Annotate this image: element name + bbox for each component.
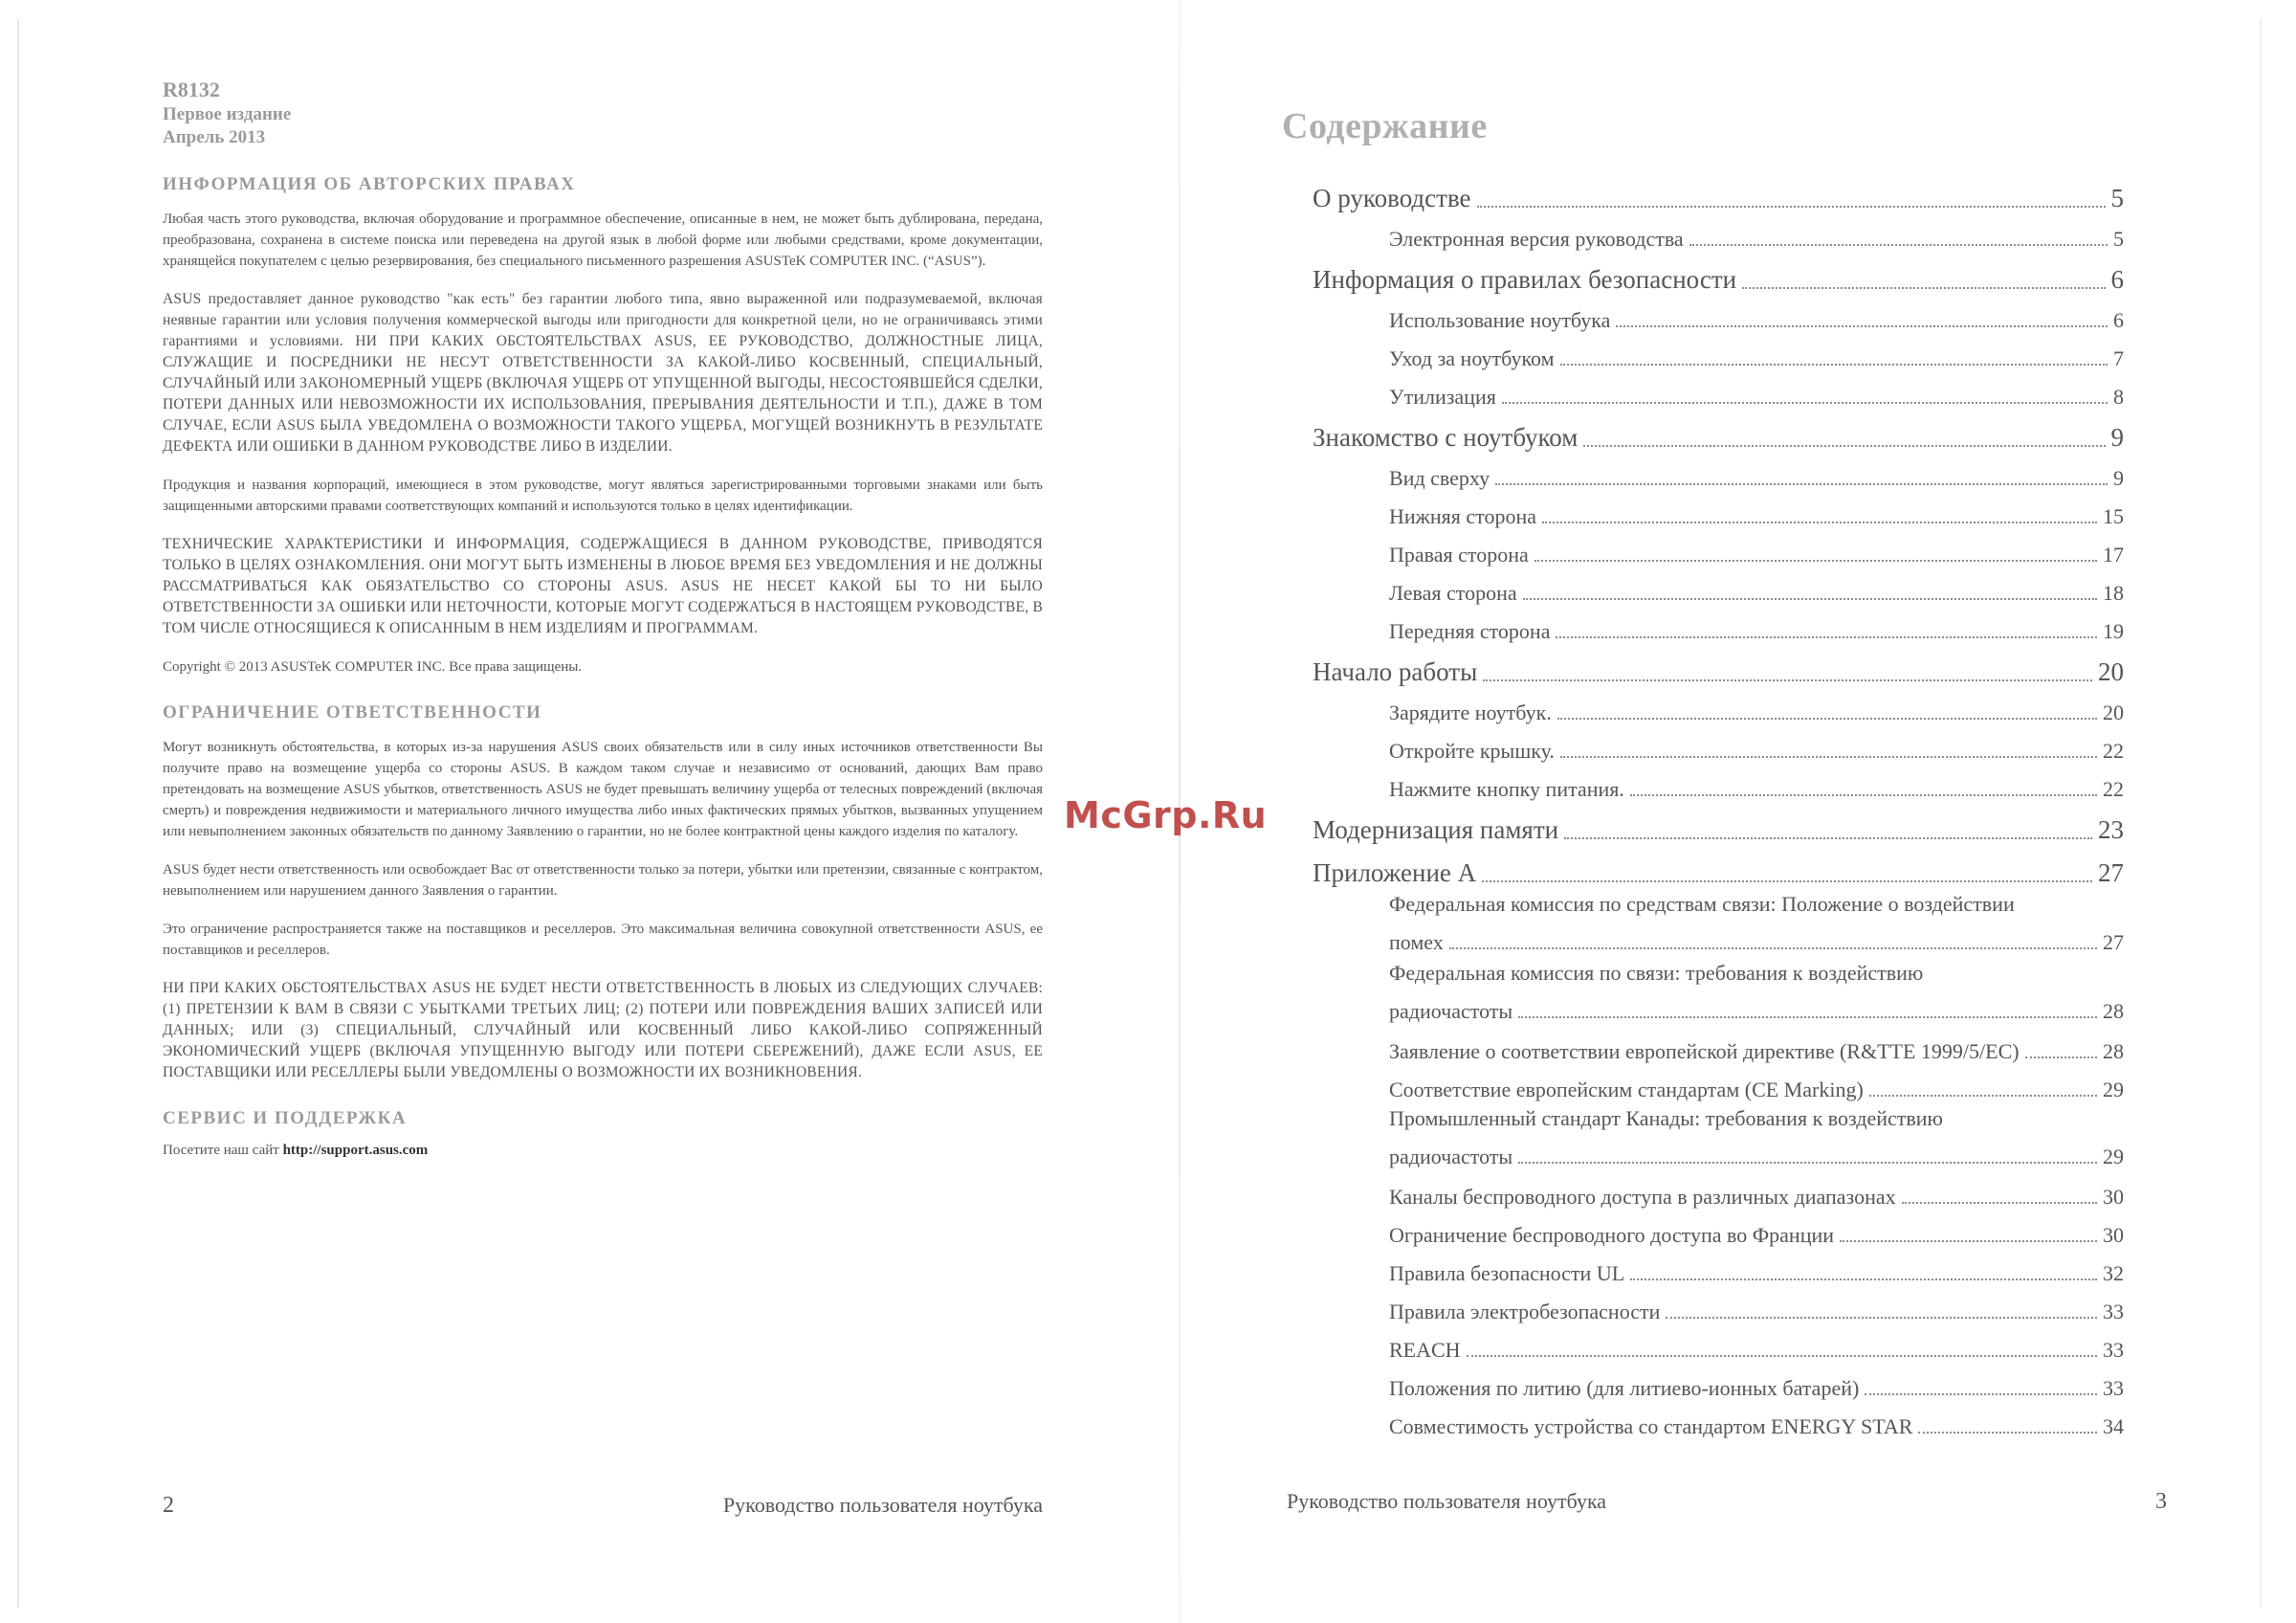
- liability-paragraph-4: НИ ПРИ КАКИХ ОБСТОЯТЕЛЬСТВАХ ASUS НЕ БУДЕТ НЕСТИ ОТВЕТСТВЕННОСТЬ В ЛЮБЫХ ИЗ СЛЕДУЮЩИХ СЛУЧАЕВ: (1) ПРЕТЕНЗИИ К ВАМ В СВЯЗИ С УБЫТКАМИ ТРЕТЬИХ ЛИЦ; (2) ПОТЕРИ ИЛИ ПОВРЕЖДЕНИЯ ВАШИХ ЗАПИСЕЙ ИЛИ ДАННЫХ; ИЛИ (3) СПЕЦИАЛЬНЫЙ, СЛУЧАЙНЫЙ ИЛИ КОСВЕННЫЙ ЛИБО КАКОЙ-ЛИБО СОПРЯЖЕННЫЙ ЭКОНОМИЧЕСКИЙ УЩЕРБ (ВКЛЮЧАЯ УПУЩЕННУЮ ВЫГОДУ ИЛИ ПОТЕРИ СБЕРЕЖЕНИЙ), ДАЖЕ ЕСЛИ ASUS, ЕЕ ПОСТАВЩИКИ ИЛИ РЕСЕЛЛЕРЫ БЫЛИ УВЕДОМЛЕНЫ О ВОЗМОЖНОСТИ ИХ ВОЗНИКНОВЕНИЯ.: [163, 980, 1043, 1080]
- liability-paragraph-3: Это ограничение распространяется также на поставщиков и реселлеров. Это максимальная величина совокупной ответственности ASUS, ее поставщиков и реселлеров.: [163, 922, 1043, 958]
- toc-entry-title: Совместимость устройства со стандартом ENERGY STAR: [1389, 1414, 1913, 1438]
- right-page-number: 3: [2155, 1489, 2167, 1514]
- toc-entry-page: 28: [2103, 999, 2124, 1023]
- table-of-contents: [1282, 170, 2143, 1439]
- toc-entry[interactable]: [1389, 1401, 2124, 1439]
- toc-entry[interactable]: [1389, 1064, 2124, 1102]
- toc-entry-page: 34: [2103, 1414, 2124, 1438]
- toc-entry-page: 33: [2103, 1338, 2124, 1362]
- toc-entry-page: 18: [2103, 581, 2124, 605]
- toc-entry-page: 5: [2110, 184, 2124, 212]
- toc-entry-title: Федеральная комиссия по связи: требования к воздействию: [1389, 961, 1924, 985]
- toc-leader-dots: [1518, 1162, 2097, 1164]
- toc-entry-title: Правила безопасности UL: [1389, 1261, 1625, 1285]
- toc-leader-dots: [1689, 244, 2108, 246]
- toc-entry-page: 23: [2098, 815, 2124, 844]
- left-page-number: 2: [163, 1493, 174, 1518]
- toc-entry-page: 7: [2113, 346, 2124, 370]
- toc-entry-title: Электронная версия руководства: [1389, 227, 1684, 251]
- toc-entry[interactable]: [1389, 1210, 2124, 1248]
- toc-entry[interactable]: [1389, 1102, 2124, 1171]
- toc-entry[interactable]: [1389, 1286, 2124, 1324]
- toc-entry-title: Правая сторона: [1389, 543, 1529, 567]
- toc-leader-dots: [1902, 1202, 2097, 1204]
- toc-entry[interactable]: [1389, 888, 2124, 957]
- toc-leader-dots: [1556, 636, 2097, 638]
- toc-entry-title: REACH: [1389, 1338, 1461, 1362]
- toc-entry-page: 9: [2110, 423, 2124, 452]
- toc-entry[interactable]: [1389, 529, 2124, 567]
- toc-entry-page: 20: [2098, 657, 2124, 686]
- toc-entry-title: Передняя сторона: [1389, 619, 1551, 643]
- toc-leader-dots: [1616, 325, 2108, 327]
- toc-leader-dots: [1630, 1278, 2097, 1280]
- edition: Первое издание: [163, 104, 292, 124]
- toc-entry[interactable]: [1389, 295, 2124, 333]
- toc-entry-page: 27: [2103, 930, 2124, 954]
- toc-entry-title: Использование ноутбука: [1389, 308, 1611, 332]
- toc-leader-dots: [1477, 206, 2106, 208]
- left-page: [163, 77, 1043, 1159]
- toc-entry-page: 19: [2103, 619, 2124, 643]
- toc-entry[interactable]: [1313, 252, 2124, 295]
- copyright-paragraph-2: ASUS предоставляет данное руководство "как есть" без гарантии любого типа, явно выраженной или подразумеваемой, включая неявные гарантии или условия получения коммерческой выгоды или пригодности для конкретной цели, но не ограничиваясь этими гарантиями и условиями. НИ ПРИ КАКИХ ОБСТОЯТЕЛЬСТВАХ ASUS, ЕЕ РУКОВОДСТВО, ДОЛЖНОСТНЫЕ ЛИЦА, СЛУЖАЩИЕ И ПОСРЕДНИКИ НЕ НЕСУТ ОТВЕТСТВЕННОСТИ ЗА КАКОЙ-ЛИБО КОСВЕННЫЙ, СПЕЦИАЛЬНЫЙ, СЛУЧАЙНЫЙ ИЛИ ЗАКОНОМЕРНЫЙ УЩЕРБ (ВКЛЮЧАЯ УЩЕРБ ОТ УПУЩЕННОЙ ВЫГОДЫ, НЕСОСТОЯВШЕЙСЯ СДЕЛКИ, ПОТЕРИ ДАННЫХ ИЛИ НЕВОЗМОЖНОСТИ ИХ ИСПОЛЬЗОВАНИЯ, ПРЕРЫВАНИЯ ДЕЯТЕЛЬНОСТИ И Т.П.), ДАЖЕ В ТОМ СЛУЧАЕ, ЕСЛИ ASUS БЫЛА УВЕДОМЛЕНА О ВОЗМОЖНОСТИ ТАКОГО УЩЕРБА, МОГУЩЕЙ ВОЗНИКНУТЬ В РЕЗУЛЬТАТЕ ДЕФЕКТА ИЛИ ОШИБКИ В ДАННОМ РУКОВОДСТВЕ ЛИБО В ИЗДЕЛИИ.: [163, 291, 1043, 455]
- toc-leader-dots: [1666, 1317, 2097, 1319]
- toc-leader-dots: [1518, 1016, 2097, 1018]
- document-meta: [163, 77, 1043, 149]
- right-footer: [1287, 1489, 2167, 1515]
- toc-entry-page: 17: [2103, 543, 2124, 567]
- toc-leader-dots: [1840, 1240, 2097, 1242]
- toc-entry[interactable]: [1389, 764, 2124, 802]
- toc-entry-title: Вид сверху: [1389, 466, 1490, 490]
- toc-entry-title: Нижняя сторона: [1389, 504, 1536, 528]
- toc-entry-title: Приложение А: [1313, 858, 1477, 887]
- support-line: [163, 1143, 1043, 1159]
- toc-leader-dots: [1560, 756, 2097, 758]
- toc-leader-dots: [1918, 1432, 2097, 1434]
- toc-leader-dots: [1483, 679, 2092, 681]
- toc-entry-title: Модернизация памяти: [1313, 815, 1559, 844]
- toc-entry[interactable]: [1389, 567, 2124, 606]
- copyright-paragraph-4: ТЕХНИЧЕСКИЕ ХАРАКТЕРИСТИКИ И ИНФОРМАЦИЯ, СОДЕРЖАЩИЕСЯ В ДАННОМ РУКОВОДСТВЕ, ПРИВОДЯТСЯ ТОЛЬКО В ЦЕЛЯХ ОЗНАКОМЛЕНИЯ. ОНИ МОГУТ БЫТЬ ИЗМЕНЕНЫ В ЛЮБОЕ ВРЕМЯ БЕЗ УВЕДОМЛЕНИЯ И НЕ ДОЛЖНЫ РАССМАТРИВАТЬСЯ КАК ОБЯЗАТЕЛЬСТВО СО СТОРОНЫ ASUS. ASUS НЕ НЕСЕТ КАКОЙ БЫ ТО НИ БЫЛО ОТВЕТСТВЕННОСТИ ЗА ОШИБКИ ИЛИ НЕТОЧНОСТИ, КОТОРЫЕ МОГУТ СОДЕРЖАТЬСЯ В НАСТОЯЩЕМ РУКОВОДСТВЕ, В ТОМ ЧИСЛЕ ОТНОСЯЩИЕСЯ К ОПИСАННЫМ В НЕМ ИЗДЕЛИЯМ И ПРОГРАММАМ.: [163, 536, 1043, 636]
- toc-entry-title: Федеральная комиссия по средствам связи: Положение о воздействии: [1389, 892, 2015, 916]
- publication-date: Апрель 2013: [163, 127, 266, 147]
- support-text: Посетите наш сайт: [163, 1143, 283, 1158]
- toc-entry-page: 9: [2113, 466, 2124, 490]
- toc-entry-title: Заявление о соответствии европейской директиве (R&TTE 1999/5/EC): [1389, 1039, 2020, 1063]
- toc-entry-page: 27: [2098, 858, 2124, 887]
- toc-entry-title: Зарядите ноутбук.: [1389, 700, 1552, 724]
- toc-entry-page: 30: [2103, 1185, 2124, 1209]
- document-code: R8132: [163, 78, 220, 101]
- copyright-paragraph-3: Продукция и названия корпораций, имеющиеся в этом руководстве, могут являться зарегистрированными торговыми знаками или быть защищенными авторскими правами соответствующих компаний и используются только в целях идентификации.: [163, 478, 1043, 514]
- toc-leader-dots: [1502, 402, 2108, 404]
- toc-entry-page: 32: [2103, 1261, 2124, 1285]
- toc-entry[interactable]: [1389, 491, 2124, 529]
- copyright-line: Copyright © 2013 ASUSTeK COMPUTER INC. Все права защищены.: [163, 659, 583, 675]
- toc-leader-dots: [1742, 287, 2105, 289]
- toc-entry-title: О руководстве: [1313, 184, 1471, 212]
- toc-leader-dots: [1869, 1095, 2097, 1097]
- toc-entry-page: 15: [2103, 504, 2124, 528]
- support-link[interactable]: http://support.asus.com: [282, 1143, 429, 1158]
- toc-leader-dots: [1865, 1393, 2097, 1395]
- liability-paragraph-2: ASUS будет нести ответственность или освобождает Вас от ответственности только за потери, убытки или претензии, связанные с контрактом, невыполнением или нарушением данного Заявления о гарантии.: [163, 862, 1043, 899]
- right-page: [1282, 105, 2143, 1439]
- toc-title: Содержание: [1282, 106, 1488, 146]
- toc-entry-title-cont: радиочастоты: [1389, 999, 1513, 1023]
- copyright-heading: ИНФОРМАЦИЯ ОБ АВТОРСКИХ ПРАВАХ: [163, 174, 576, 194]
- right-footer-title: Руководство пользователя ноутбука: [1287, 1489, 1607, 1513]
- toc-leader-dots: [1482, 880, 2092, 882]
- toc-entry-title: Откройте крышку.: [1389, 739, 1555, 763]
- toc-leader-dots: [1495, 483, 2108, 485]
- toc-leader-dots: [1560, 364, 2108, 366]
- toc-entry[interactable]: [1389, 371, 2124, 410]
- toc-entry[interactable]: [1389, 333, 2124, 371]
- toc-leader-dots: [1467, 1355, 2097, 1357]
- service-heading: СЕРВИС И ПОДДЕРЖКА: [163, 1108, 408, 1128]
- toc-leader-dots: [2025, 1056, 2097, 1058]
- toc-leader-dots: [1542, 522, 2097, 523]
- toc-entry-title: Левая сторона: [1389, 581, 1517, 605]
- toc-entry[interactable]: [1389, 1171, 2124, 1210]
- left-footer-title: Руководство пользователя ноутбука: [722, 1493, 1043, 1517]
- toc-entry[interactable]: [1389, 1324, 2124, 1363]
- liability-paragraph-1: Могут возникнуть обстоятельства, в которых из-за нарушения ASUS своих обязательств или в силу иных источников ответственности Вы получите право на возмещение ущерба со стороны ASUS. В каждом таком случае и независимо от оснований, дающих Вам право претендовать на возмещение ASUS убытков, ответственность ASUS не будет превышать величину ущерба от телесных повреждений (включая смерть) и повреждения недвижимости и материального личного имущества либо иных фактических прямых убытков, вызванных упущением или невыполнением законных обязательств по данному Заявлению о гарантии, но не более контрактной цены каждого изделия по каталогу.: [163, 740, 1043, 839]
- toc-entry-title: Каналы беспроводного доступа в различных диапазонах: [1389, 1185, 1896, 1209]
- toc-entry[interactable]: [1389, 1026, 2124, 1064]
- toc-leader-dots: [1630, 794, 2097, 796]
- toc-leader-dots: [1557, 718, 2097, 720]
- toc-entry[interactable]: [1389, 453, 2124, 491]
- toc-entry-title: Правила электробезопасности: [1389, 1300, 1661, 1323]
- liability-heading: ОГРАНИЧЕНИЕ ОТВЕТСТВЕННОСТИ: [163, 702, 542, 723]
- scan-edge-right: [2260, 19, 2262, 1608]
- toc-entry-title: Нажмите кнопку питания.: [1389, 777, 1624, 801]
- toc-entry-page: 22: [2103, 777, 2124, 801]
- copyright-paragraph-1: Любая часть этого руководства, включая оборудование и программное обеспечение, описанные в нем, не может быть дублирована, передана, преобразована, сохранена в системе поиска или переведена на другой язык в любой форме или любыми средствами, кроме документации, хранящейся покупателем с целью резервирования, без специального письменного разрешения ASUSTeK COMPUTER INC. (“ASUS”).: [163, 211, 1043, 269]
- toc-entry-page: 29: [2103, 1078, 2124, 1101]
- toc-leader-dots: [1449, 947, 2097, 949]
- toc-entry-title: Положения по литию (для литиево-ионных батарей): [1389, 1376, 1860, 1400]
- toc-entry[interactable]: [1313, 644, 2124, 687]
- watermark: McGrp.Ru: [1064, 794, 1268, 836]
- toc-entry[interactable]: [1313, 802, 2124, 845]
- toc-entry[interactable]: [1389, 1248, 2124, 1286]
- toc-entry-page: 30: [2103, 1223, 2124, 1247]
- toc-entry[interactable]: [1389, 213, 2124, 252]
- toc-entry[interactable]: [1313, 410, 2124, 453]
- left-footer: [163, 1493, 1043, 1519]
- toc-entry-page: 20: [2103, 700, 2124, 724]
- toc-entry-page: 5: [2113, 227, 2124, 251]
- toc-entry-title: Начало работы: [1313, 657, 1478, 686]
- toc-entry[interactable]: [1313, 170, 2124, 213]
- toc-entry-page: 29: [2103, 1145, 2124, 1168]
- toc-leader-dots: [1583, 445, 2105, 447]
- toc-entry[interactable]: [1389, 606, 2124, 644]
- scan-edge-left: [17, 19, 19, 1608]
- toc-leader-dots: [1523, 598, 2097, 600]
- toc-entry-title: Соответствие европейским стандартам (CE Marking): [1389, 1078, 1864, 1101]
- toc-leader-dots: [1534, 560, 2097, 562]
- toc-entry[interactable]: [1389, 957, 2124, 1026]
- toc-entry-title: Утилизация: [1389, 385, 1496, 409]
- toc-entry[interactable]: [1389, 687, 2124, 725]
- toc-leader-dots: [1564, 837, 2092, 839]
- toc-entry-page: 33: [2103, 1300, 2124, 1323]
- toc-entry-title: Ограничение беспроводного доступа во Франции: [1389, 1223, 1835, 1247]
- toc-entry-page: 6: [2110, 265, 2124, 294]
- toc-entry[interactable]: [1389, 725, 2124, 764]
- toc-entry[interactable]: [1389, 1363, 2124, 1401]
- toc-entry[interactable]: [1313, 845, 2124, 888]
- toc-entry-title: Промышленный стандарт Канады: требования к воздействию: [1389, 1106, 1943, 1130]
- toc-entry-page: 33: [2103, 1376, 2124, 1400]
- toc-entry-title-cont: радиочастоты: [1389, 1145, 1513, 1168]
- toc-entry-page: 6: [2113, 308, 2124, 332]
- toc-entry-title-cont: помех: [1389, 930, 1444, 954]
- toc-entry-title: Уход за ноутбуком: [1389, 346, 1555, 370]
- toc-entry-page: 28: [2103, 1039, 2124, 1063]
- toc-entry-title: Информация о правилах безопасности: [1313, 265, 1737, 294]
- toc-entry-page: 8: [2113, 385, 2124, 409]
- toc-entry-page: 22: [2103, 739, 2124, 763]
- toc-entry-title: Знакомство с ноутбуком: [1313, 423, 1578, 452]
